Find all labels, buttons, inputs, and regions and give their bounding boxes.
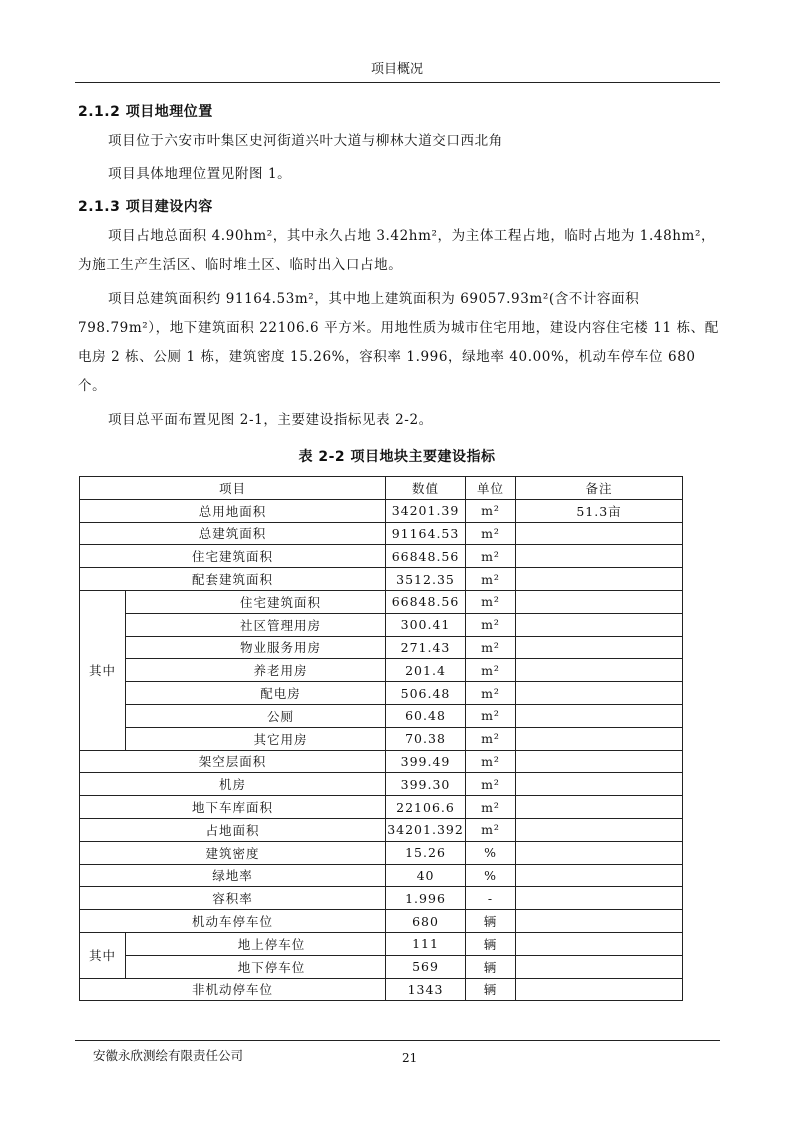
table-row [80, 773, 683, 796]
construction-indicators-table [79, 476, 683, 1001]
table-row [80, 818, 683, 841]
row-unit: % [466, 864, 516, 887]
row-value: 40 [386, 864, 466, 887]
group-label-parking: 其中 [80, 932, 126, 978]
table-row [80, 704, 683, 727]
table-row [80, 499, 683, 522]
header-item: 项目 [80, 477, 386, 500]
row-value: 66848.56 [386, 590, 466, 613]
row-note [516, 864, 683, 887]
group-label-subitems: 其中 [80, 590, 126, 750]
row-unit: m² [466, 590, 516, 613]
row-item: 地下停车位 [126, 955, 386, 978]
row-unit: m² [466, 818, 516, 841]
row-unit: m² [466, 704, 516, 727]
row-value: 1.996 [386, 887, 466, 910]
row-note [516, 727, 683, 750]
row-note [516, 818, 683, 841]
row-value: 22106.6 [386, 796, 466, 819]
table-row [80, 955, 683, 978]
table-row [80, 932, 683, 955]
row-value: 506.48 [386, 682, 466, 705]
row-item: 住宅建筑面积 [126, 590, 386, 613]
row-unit: m² [466, 568, 516, 591]
row-note [516, 841, 683, 864]
row-note [516, 910, 683, 933]
row-value: 399.30 [386, 773, 466, 796]
row-item: 住宅建筑面积 [80, 545, 386, 568]
row-item: 社区管理用房 [126, 613, 386, 636]
section-heading-location: 2.1.2 项目地理位置 [78, 104, 213, 120]
row-value: 680 [386, 910, 466, 933]
row-item: 其它用房 [126, 727, 386, 750]
table-row [80, 568, 683, 591]
row-value: 66848.56 [386, 545, 466, 568]
row-value: 271.43 [386, 636, 466, 659]
layout-reference-paragraph: 项目总平面布置见图 2-1，主要建设指标见表 2-2。 [108, 412, 433, 428]
table-row [80, 910, 683, 933]
row-unit: m² [466, 796, 516, 819]
row-unit: 辆 [466, 955, 516, 978]
row-item: 公厕 [126, 704, 386, 727]
header-divider [75, 82, 720, 83]
row-unit: m² [466, 636, 516, 659]
table-header-row [80, 477, 683, 500]
row-note [516, 613, 683, 636]
row-item: 建筑密度 [80, 841, 386, 864]
row-item: 配套建筑面积 [80, 568, 386, 591]
row-unit: m² [466, 613, 516, 636]
table-row [80, 613, 683, 636]
table-row [80, 750, 683, 773]
row-value: 111 [386, 932, 466, 955]
row-value: 70.38 [386, 727, 466, 750]
page-number: 21 [402, 1051, 418, 1065]
row-unit: % [466, 841, 516, 864]
row-unit: m² [466, 750, 516, 773]
row-unit: m² [466, 522, 516, 545]
row-item: 非机动停车位 [80, 978, 386, 1001]
row-note [516, 522, 683, 545]
row-unit: 辆 [466, 932, 516, 955]
land-area-paragraph: 项目占地总面积 4.90hm²，其中永久占地 3.42hm²，为主体工程占地，临时占地为 1.48hm²，为施工生产生活区、临时堆土区、临时出入口占地。 [78, 228, 716, 273]
row-value: 60.48 [386, 704, 466, 727]
header-unit: 单位 [466, 477, 516, 500]
row-note: 51.3亩 [516, 499, 683, 522]
table-row [80, 727, 683, 750]
row-unit: m² [466, 659, 516, 682]
table-caption: 表 2-2 项目地块主要建设指标 [298, 449, 496, 465]
header-note: 备注 [516, 477, 683, 500]
location-map-reference: 项目具体地理位置见附图 1。 [108, 166, 292, 182]
row-value: 91164.53 [386, 522, 466, 545]
row-item: 容积率 [80, 887, 386, 910]
row-unit: m² [466, 499, 516, 522]
row-note [516, 682, 683, 705]
row-value: 300.41 [386, 613, 466, 636]
location-paragraph: 项目位于六安市叶集区史河街道兴叶大道与柳林大道交口西北角 [108, 133, 503, 149]
table-row [80, 864, 683, 887]
footer-divider [75, 1040, 720, 1041]
row-note [516, 773, 683, 796]
row-value: 3512.35 [386, 568, 466, 591]
row-value: 34201.39 [386, 499, 466, 522]
table-row [80, 659, 683, 682]
table-row [80, 590, 683, 613]
row-note [516, 978, 683, 1001]
row-value: 1343 [386, 978, 466, 1001]
row-item: 养老用房 [126, 659, 386, 682]
row-item: 绿地率 [80, 864, 386, 887]
table-row [80, 887, 683, 910]
table-row [80, 682, 683, 705]
row-item: 机动车停车位 [80, 910, 386, 933]
header-value: 数值 [386, 477, 466, 500]
row-note [516, 659, 683, 682]
section-heading-construction: 2.1.3 项目建设内容 [78, 199, 213, 215]
table-row [80, 796, 683, 819]
row-unit: - [466, 887, 516, 910]
footer-company-name: 安徽永欣测绘有限责任公司 [93, 1048, 244, 1063]
row-item: 地上停车位 [126, 932, 386, 955]
row-value: 34201.392 [386, 818, 466, 841]
row-note [516, 796, 683, 819]
table-row [80, 522, 683, 545]
row-value: 399.49 [386, 750, 466, 773]
row-unit: m² [466, 773, 516, 796]
table-row [80, 841, 683, 864]
table-row [80, 978, 683, 1001]
table-row [80, 636, 683, 659]
row-note [516, 750, 683, 773]
row-value: 569 [386, 955, 466, 978]
row-note [516, 568, 683, 591]
row-unit: m² [466, 727, 516, 750]
row-note [516, 955, 683, 978]
row-item: 总建筑面积 [80, 522, 386, 545]
table-row [80, 545, 683, 568]
row-note [516, 704, 683, 727]
building-area-paragraph: 项目总建筑面积约 91164.53m²，其中地上建筑面积为 69057.93m²(含不计容面积 798.79m²），地下建筑面积 22106.6 平方米。用地性质为城市住宅用地，建设内容住宅楼 11 栋、配电房 2 栋、公厕 1 栋，建筑密度 15.26%，容积率 1.996，绿地率 40.00%，机动车停车位 680 个。 [78, 291, 719, 394]
row-unit: m² [466, 545, 516, 568]
row-unit: 辆 [466, 910, 516, 933]
row-note [516, 887, 683, 910]
row-item: 物业服务用房 [126, 636, 386, 659]
row-note [516, 932, 683, 955]
row-item: 配电房 [126, 682, 386, 705]
row-item: 架空层面积 [80, 750, 386, 773]
row-note [516, 545, 683, 568]
row-unit: m² [466, 682, 516, 705]
row-item: 占地面积 [80, 818, 386, 841]
row-item: 地下车库面积 [80, 796, 386, 819]
row-note [516, 636, 683, 659]
page-header-title: 项目概况 [370, 62, 423, 77]
row-item: 机房 [80, 773, 386, 796]
row-unit: 辆 [466, 978, 516, 1001]
row-value: 201.4 [386, 659, 466, 682]
row-value: 15.26 [386, 841, 466, 864]
row-item: 总用地面积 [80, 499, 386, 522]
row-note [516, 590, 683, 613]
